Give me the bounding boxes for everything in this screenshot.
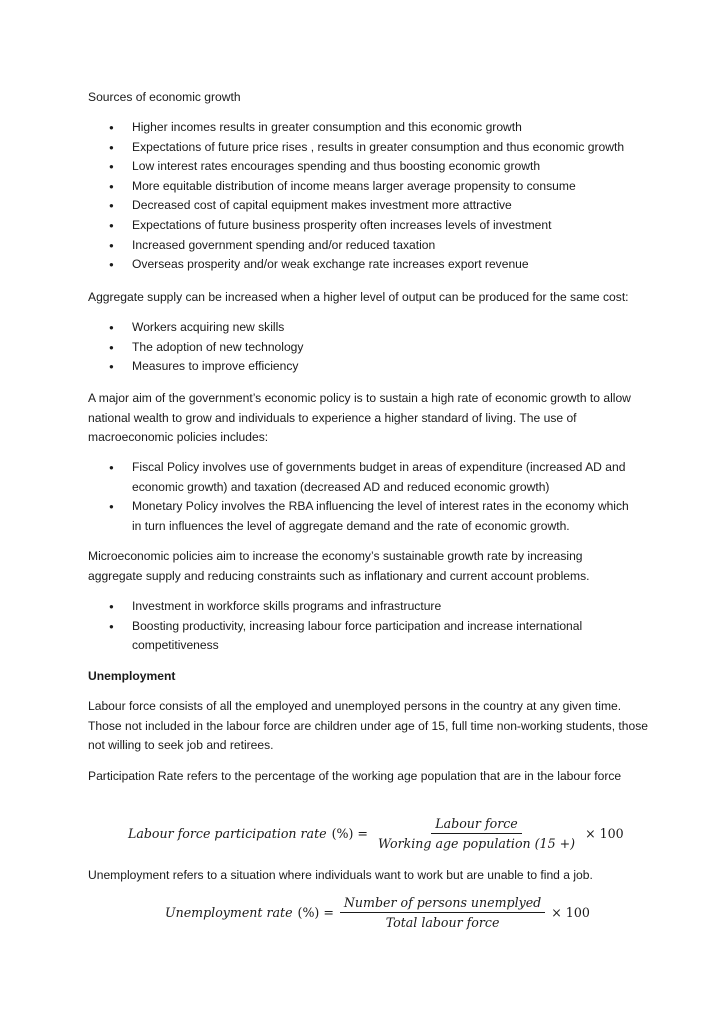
formula-fraction (374, 816, 579, 851)
formula-denominator: Working age population (15 +) (377, 836, 576, 851)
unemployment-paragraph: Unemployment refers to a situation where individuals want to work but are unable to find a job. (88, 868, 593, 882)
supply-list (88, 318, 648, 377)
list-item: ● Investment in workforce skills programs and infrastructure (88, 597, 623, 617)
list-item: ● The adoption of new technology (88, 338, 648, 358)
formula-numerator: Number of persons unemplyed (340, 895, 545, 913)
formula-unit: (%) = (331, 826, 368, 841)
list-item: ● Low interest rates encourages spending and thus boosting economic growth (88, 157, 648, 177)
micro-paragraph: Microeconomic policies aim to increase the economy’s sustainable growth rate by increasing aggregate supply and reducing constraints such as inflationary and current account problems. (88, 549, 590, 583)
heading-sources: Sources of economic growth (88, 90, 241, 104)
list-item: ● More equitable distribution of income means larger average propensity to consume (88, 177, 648, 197)
list-item: ● Increased government spending and/or reduced taxation (88, 236, 648, 256)
formula-lhs: Unemployment rate (165, 905, 293, 920)
labour-force-paragraph: Labour force consists of all the employed and unemployed persons in the country at any given time. Those not included in the labour force are children under age of 15, full time non-working students, those not willing to seek job and retirees. (88, 699, 649, 753)
list-item: ● Workers acquiring new skills (88, 318, 648, 338)
list-item: ● Expectations of future price rises , results in greater consumption and thus economic growth (88, 138, 648, 158)
formula-denominator: Total labour force (385, 915, 500, 930)
participation-rate-formula (128, 816, 624, 851)
participation-paragraph: Participation Rate refers to the percentage of the working age population that are in the labour force (88, 769, 622, 783)
formula-multiplier: × 100 (585, 826, 624, 841)
formula-lhs: Labour force participation rate (128, 826, 327, 841)
macro-paragraph: A major aim of the government’s economic policy is to sustain a high rate of economic growth to allow national wealth to grow and individuals to experience a higher standard of living. The use of macroeconomic policies includes: (88, 391, 631, 445)
list-item: ● Expectations of future business prosperity often increases levels of investment (88, 216, 648, 236)
heading-unemployment: Unemployment (88, 669, 176, 683)
formula-multiplier: × 100 (551, 905, 590, 920)
aggregate-supply-intro: Aggregate supply can be increased when a higher level of output can be produced for the same cost: (88, 290, 629, 304)
sources-list (88, 118, 648, 275)
macro-list (88, 458, 640, 536)
list-item: ● Measures to improve efficiency (88, 357, 648, 377)
formula-numerator: Labour force (431, 816, 521, 834)
list-item: ● Fiscal Policy involves use of governments budget in areas of expenditure (increased AD and economic growth) and taxation (decreased AD and reduced economic growth) (88, 458, 640, 497)
formula-unit: (%) = (297, 905, 334, 920)
list-item: ● Boosting productivity, increasing labour force participation and increase international competitiveness (88, 617, 623, 656)
list-item: ● Overseas prosperity and/or weak exchange rate increases export revenue (88, 255, 648, 275)
micro-list (88, 597, 623, 656)
list-item: ● Decreased cost of capital equipment makes investment more attractive (88, 196, 648, 216)
list-item: ● Monetary Policy involves the RBA influencing the level of interest rates in the economy which in turn influences the level of aggregate demand and the rate of economic growth. (88, 497, 640, 536)
unemployment-rate-formula (165, 895, 590, 930)
formula-fraction (340, 895, 545, 930)
list-item: ● Higher incomes results in greater consumption and this economic growth (88, 118, 648, 138)
